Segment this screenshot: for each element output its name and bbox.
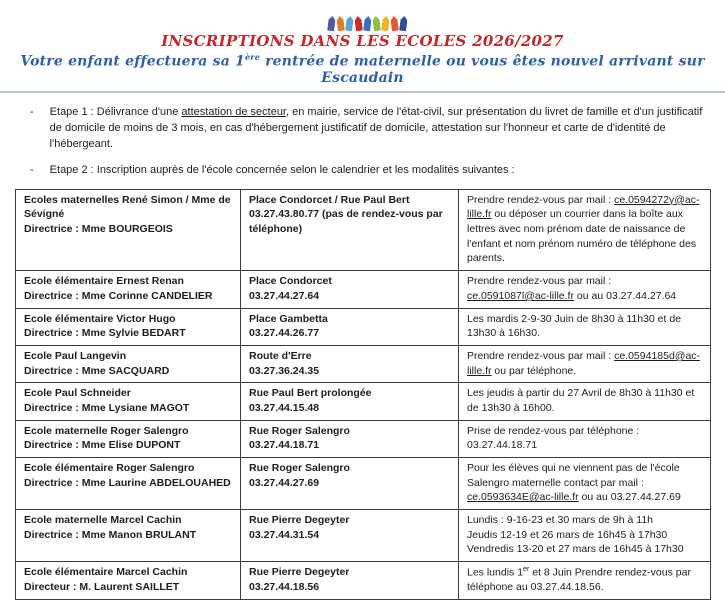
school-name: Ecole élémentaire Victor Hugo	[24, 312, 176, 325]
appointment-info-cell	[459, 383, 711, 420]
text-segment: Pour les élèves qui ne viennent pas de l'école Salengro maternelle contact par mail :	[467, 462, 680, 489]
table-row	[16, 345, 711, 382]
appointment-info-cell	[459, 458, 711, 510]
text-segment: Etape 2 : Inscription auprès de l'école concernée selon le calendrier et les modalités suivantes :	[49, 164, 515, 177]
school-cell	[16, 308, 241, 345]
info-line	[467, 274, 702, 289]
schools-table	[15, 189, 711, 600]
address-cell	[241, 562, 459, 600]
address-line: 03.27.44.18.71	[249, 439, 320, 452]
text-segment: ou au 03.27.44.27.64	[573, 289, 677, 302]
info-line	[467, 289, 702, 304]
address-line: Place Condorcet	[249, 275, 332, 288]
school-cell	[16, 458, 241, 510]
underlined-text: attestation de secteur	[181, 105, 286, 118]
school-name: Ecole Paul Langevin	[24, 349, 127, 362]
schools-table-body	[16, 189, 711, 599]
address-cell	[241, 271, 459, 308]
info-line	[467, 349, 702, 378]
address-line: Route d'Erre	[249, 349, 312, 362]
text-segment: Les lundis 1	[467, 566, 524, 579]
school-director: Directrice : Mme Corinne CANDELIER	[24, 289, 213, 302]
text-segment: Prise de rendez-vous par téléphone :	[467, 424, 640, 437]
appointment-info-cell	[459, 510, 711, 562]
text-segment: ou par téléphone.	[491, 364, 577, 377]
school-director: Directeur : M. Laurent SAILLET	[24, 580, 180, 593]
email-link[interactable]: ce.0594272y@ac-lille.fr	[467, 193, 700, 221]
school-name: Ecole Paul Schneider	[24, 387, 131, 400]
info-line	[467, 312, 702, 341]
school-name: Ecole maternelle Marcel Cachin	[24, 514, 182, 527]
step-item-2	[30, 162, 705, 178]
address-line: 03.27.44.27.69	[249, 476, 320, 489]
text-segment: , en mairie, service de l'état-civil, sur présentation du livret de famille et d'un justificatif de domicile de moins de 3 mois, en cas d'hébergement justificatif de domicile, attestation sur l'honneur et carte de d'identité de l'hébergeant.	[49, 105, 703, 151]
school-name: Ecoles maternelles René Simon / Mme de Sévigné	[24, 193, 231, 221]
crayon-figure	[345, 16, 354, 32]
address-line: 03.27.44.15.48	[249, 401, 320, 414]
info-line	[467, 565, 702, 595]
text-segment: et 8 Juin Prendre rendez-vous par téléphone au 03.27.44.18.56.	[467, 566, 691, 594]
text-segment: Prendre rendez-vous par mail :	[467, 193, 615, 206]
address-line: Rue Roger Salengro	[249, 424, 350, 437]
text-segment: Prendre rendez-vous par mail :	[467, 349, 615, 362]
text-segment: Jeudis 12-19 et 26 mars de 16h45 à 17h30	[467, 528, 668, 541]
crayon-figure	[372, 16, 381, 32]
table-row	[16, 308, 711, 345]
table-row	[16, 458, 711, 510]
address-cell	[241, 189, 459, 270]
step-text	[50, 104, 705, 153]
school-cell	[16, 510, 241, 562]
school-cell	[16, 345, 241, 382]
text-segment: Etape 1 : Délivrance d'une	[49, 105, 182, 118]
school-director: Directrice : Mme Elise DUPONT	[24, 439, 181, 452]
info-line	[467, 193, 702, 266]
school-director: Directrice : Mme Lysiane MAGOT	[24, 401, 190, 414]
appointment-info-cell	[459, 345, 711, 382]
text-segment: ou déposer un courrier dans la boîte aux lettres avec nom prénom date de naissance de l'enfant et nom prénom numéro de téléphone des parents.	[467, 208, 697, 265]
address-line: 03.27.44.26.77	[249, 327, 320, 340]
school-cell	[16, 420, 241, 457]
text-segment: Les jeudis à partir du 27 Avril de 8h30 à 11h30 et de 13h30 à 16h00.	[467, 387, 695, 414]
info-line	[467, 513, 702, 528]
info-line	[467, 542, 702, 557]
subtitle-text-post: rentrée de maternelle ou vous êtes nouvel arrivant sur Escaudain	[260, 53, 705, 86]
info-line	[467, 424, 702, 439]
info-line	[467, 461, 702, 505]
appointment-info-cell	[459, 189, 711, 270]
steps-list	[0, 93, 725, 179]
info-line	[467, 438, 702, 453]
subtitle-superscript: ère	[245, 52, 260, 62]
crayon-figure	[390, 16, 399, 32]
table-row	[16, 420, 711, 457]
address-cell	[241, 458, 459, 510]
address-cell	[241, 383, 459, 420]
text-segment: 03.27.44.18.71	[467, 439, 538, 452]
address-line: Rue Paul Bert prolongée	[249, 387, 372, 400]
address-cell	[241, 345, 459, 382]
address-line: 03.27.36.24.35	[249, 364, 320, 377]
address-line: Rue Pierre Degeyter	[249, 514, 350, 527]
appointment-info-cell	[459, 271, 711, 308]
address-line: 03.27.44.31.54	[249, 528, 320, 541]
school-cell	[16, 189, 241, 270]
address-cell	[241, 308, 459, 345]
address-cell	[241, 510, 459, 562]
appointment-info-cell	[459, 420, 711, 457]
address-line: 03.27.43.80.77 (pas de rendez-vous par téléphone)	[249, 208, 443, 236]
school-name: Ecole élémentaire Roger Salengro	[24, 462, 195, 475]
address-line: Place Condorcet / Rue Paul Bert	[249, 193, 410, 206]
school-name: Ecole maternelle Roger Salengro	[24, 424, 189, 437]
appointment-info-cell	[459, 308, 711, 345]
school-cell	[16, 562, 241, 600]
address-line: Place Gambetta	[249, 312, 328, 325]
page-subtitle	[0, 52, 725, 86]
address-line: 03.27.44.27.64	[249, 289, 320, 302]
email-link[interactable]: ce.0594185d@ac-lille.fr	[467, 349, 701, 377]
school-director: Directrice : Mme Laurine ABDELOUAHED	[24, 476, 231, 489]
address-line: Rue Pierre Degeyter	[249, 566, 350, 579]
school-cell	[16, 271, 241, 308]
email-link[interactable]: ce.0591087l@ac-lille.fr	[467, 289, 574, 302]
text-segment: Les mardis 2-9-30 Juin de 8h30 à 11h30 et de 13h30 à 16h30.	[467, 312, 682, 340]
school-cell	[16, 383, 241, 420]
step-text	[50, 162, 515, 178]
document-header	[0, 0, 725, 93]
crayon-figure	[399, 16, 408, 32]
subtitle-text-pre: Votre enfant effectuera sa 1	[20, 53, 245, 70]
table-row	[16, 562, 711, 600]
text-segment: Vendredis 13-20 et 27 mars de 16h45 à 17h30	[467, 543, 684, 556]
address-line: 03.27.44.18.56	[249, 580, 320, 593]
crayon-figure	[354, 16, 363, 32]
school-name: Ecole élémentaire Ernest Renan	[24, 275, 184, 288]
crayon-figure	[327, 16, 336, 32]
address-line: Rue Roger Salengro	[249, 462, 350, 475]
step-item-1	[30, 104, 705, 153]
crayon-figure	[381, 16, 390, 32]
table-row	[16, 271, 711, 308]
info-line	[467, 386, 702, 415]
appointment-info-cell	[459, 562, 711, 600]
table-row	[16, 383, 711, 420]
school-director: Directrice : Mme SACQUARD	[24, 364, 170, 377]
bullet-dash: -	[30, 164, 34, 177]
info-line	[467, 528, 702, 543]
school-director: Directrice : Mme BOURGEOIS	[24, 223, 173, 236]
school-name: Ecole élémentaire Marcel Cachin	[24, 566, 188, 579]
school-director: Directrice : Mme Manon BRULANT	[24, 528, 197, 541]
crayon-figure	[363, 16, 372, 32]
crayon-people-icon	[10, 14, 725, 31]
text-segment: Prendre rendez-vous par mail :	[467, 275, 612, 288]
crayon-figure	[336, 16, 345, 32]
email-link[interactable]: ce.0593634E@ac-lille.fr	[467, 491, 579, 504]
school-director: Directrice : Mme Sylvie BEDART	[24, 327, 186, 340]
text-segment: ou au 03.27.44.27.69	[578, 491, 681, 504]
bullet-dash: -	[30, 105, 34, 118]
text-segment: er	[523, 566, 530, 574]
table-row	[16, 510, 711, 562]
table-row	[16, 189, 711, 270]
address-cell	[241, 420, 459, 457]
text-segment: Lundis : 9-16-23 et 30 mars de 9h à 11h	[467, 514, 654, 527]
page-title: INSCRIPTIONS DANS LES ECOLES 2026/2027	[161, 32, 564, 50]
